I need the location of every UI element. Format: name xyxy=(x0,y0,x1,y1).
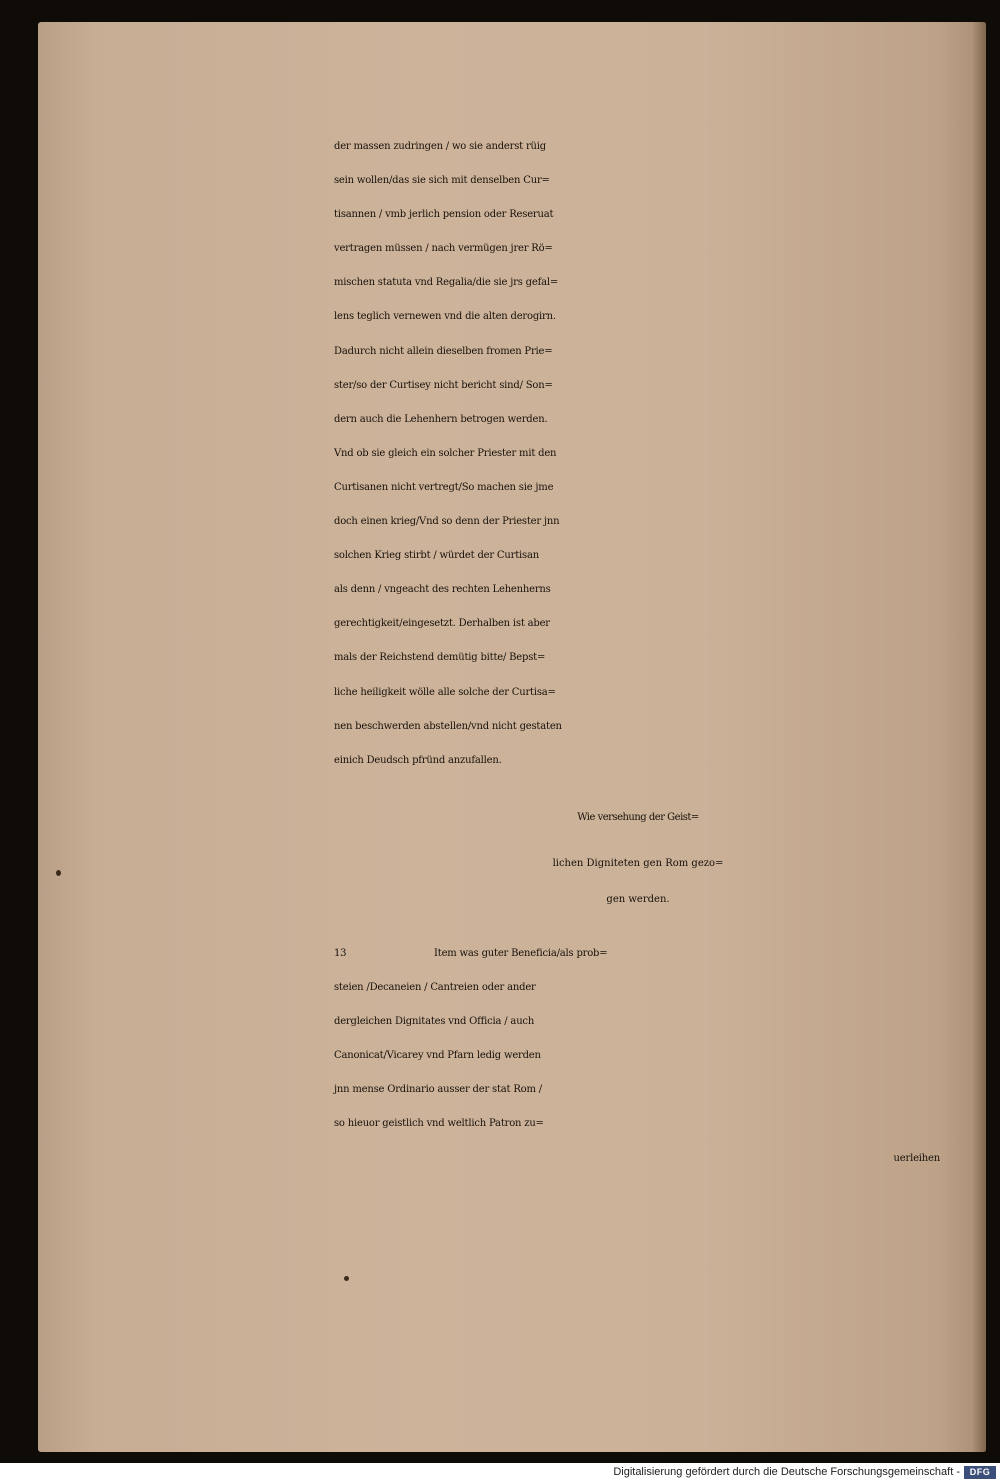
heading-line: Wie versehung der Geist= xyxy=(577,812,699,823)
text-line: Dadurch nicht allein dieselben fromen Prie= xyxy=(334,345,553,357)
funding-notice: Digitalisierung gefördert durch die Deutsche Forschungsgemeinschaft - xyxy=(613,1466,960,1478)
section-number: 13 xyxy=(334,948,347,959)
text-line: als denn / vngeacht des rechten Lehenherns xyxy=(334,584,551,596)
text-line: mischen statuta vnd Regalia/die sie jrs gefal= xyxy=(334,277,559,289)
dfg-logo: DFG xyxy=(964,1466,996,1479)
text-line: doch einen krieg/Vnd so denn der Priester jnn xyxy=(334,516,560,528)
paragraph-main xyxy=(334,130,944,778)
text-line-content: Item was guter Beneficia/als prob= xyxy=(434,948,608,959)
text-line: lens teglich vernewen vnd die alten derogirn. xyxy=(334,311,556,323)
heading-line: lichen Digniteten gen Rom gezo= xyxy=(552,858,724,869)
text-line: solchen Krieg stirbt / würdet der Curtisan xyxy=(334,550,539,562)
footer-bar xyxy=(0,1463,1000,1483)
text-line: so hieuor geistlich vnd weltlich Patron zu= xyxy=(334,1118,544,1130)
text-line xyxy=(334,937,944,971)
text-line: Vnd ob sie gleich ein solcher Priester mit den xyxy=(334,447,557,459)
text-line: sein wollen/das sie sich mit denselben Cur= xyxy=(334,175,550,187)
catchword: uerleihen xyxy=(893,1152,940,1164)
text-line: ster/so der Curtisey nicht bericht sind/ Son= xyxy=(334,379,553,391)
ink-spot xyxy=(56,870,61,876)
text-line: nen beschwerden abstellen/vnd nicht gestaten xyxy=(334,720,562,732)
text-line: tisannen / vmb jerlich pension oder Reseruat xyxy=(334,209,554,221)
text-line: dern auch die Lehenhern betrogen werden. xyxy=(334,413,548,425)
text-line: Canonicat/Vicarey vnd Pfarn ledig werden xyxy=(334,1050,541,1062)
text-line: dergleichen Dignitates vnd Officia / auch xyxy=(334,1016,535,1028)
text-line: jnn mense Ordinario ausser der stat Rom / xyxy=(334,1084,542,1096)
text-line: der massen zudringen / wo sie anderst rüig xyxy=(334,141,546,152)
ink-spot xyxy=(344,1276,349,1281)
text-line: Curtisanen nicht vertregt/So machen sie jme xyxy=(334,481,554,493)
text-line: mals der Reichstend demütig bitte/ Bepst= xyxy=(334,652,546,664)
section-heading xyxy=(334,790,942,918)
text-line: steien /Decaneien / Cantreien oder ander xyxy=(334,982,536,994)
text-line: einich Deudsch pfründ anzufallen. xyxy=(334,754,502,766)
text-line: gerechtigkeit/eingesetzt. Derhalben ist aber xyxy=(334,618,550,630)
text-line: liche heiligkeit wölle alle solche der Curtisa= xyxy=(334,686,556,698)
text-line: vertragen müssen / nach vermügen jrer Rö= xyxy=(334,243,553,255)
paragraph-section-13 xyxy=(334,937,944,1176)
heading-line: gen werden. xyxy=(606,894,670,905)
